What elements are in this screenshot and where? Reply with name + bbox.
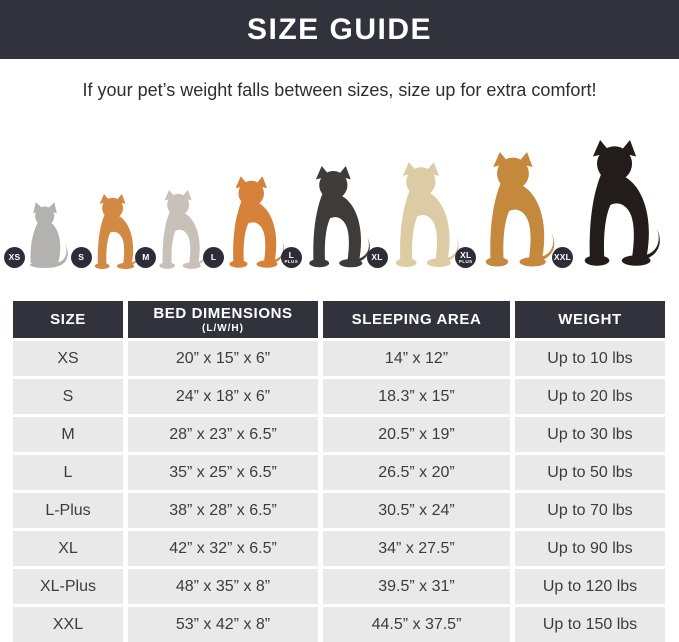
size-badge-xl: XL: [367, 247, 388, 268]
cell-area: 14” x 12”: [323, 341, 510, 376]
size-table: [13, 301, 666, 642]
cell-size: XXL: [13, 607, 123, 642]
cell-size: L-Plus: [13, 493, 123, 528]
column-header-weight: WEIGHT: [515, 301, 665, 338]
cell-weight: Up to 20 lbs: [515, 379, 665, 414]
cell-weight: Up to 50 lbs: [515, 455, 665, 490]
column-header-bed-dimensions: BED DIMENSIONS (L/W/H): [128, 301, 318, 338]
cell-weight: Up to 90 lbs: [515, 531, 665, 566]
animal-labrador: [371, 162, 463, 274]
cell-bed: 48” x 35” x 8”: [128, 569, 318, 604]
page-title: SIZE GUIDE: [246, 12, 433, 46]
animal-golden-retriever: [458, 152, 559, 274]
cell-size: XS: [13, 341, 123, 376]
header-bar: [0, 0, 679, 59]
animal-cat: [8, 198, 78, 274]
cell-bed: 38” x 28” x 6.5”: [128, 493, 318, 528]
size-badge-m: M: [135, 247, 156, 268]
cell-size: S: [13, 379, 123, 414]
cell-area: 44.5” x 37.5”: [323, 607, 510, 642]
cell-weight: Up to 70 lbs: [515, 493, 665, 528]
cell-weight: Up to 10 lbs: [515, 341, 665, 376]
shiba-inu-illustration: [213, 176, 288, 274]
doberman-illustration: [562, 140, 665, 274]
cell-area: 39.5” x 31”: [323, 569, 510, 604]
cell-weight: Up to 30 lbs: [515, 417, 665, 452]
animal-border-collie: [284, 166, 374, 274]
cell-size: XL-Plus: [13, 569, 123, 604]
cell-area: 34” x 27.5”: [323, 531, 510, 566]
subtitle-text: If your pet’s weight falls between sizes, size up for extra comfort!: [82, 80, 597, 100]
cell-bed: 53” x 42” x 8”: [128, 607, 318, 642]
cell-area: 18.3” x 15”: [323, 379, 510, 414]
size-badge-l-plus: L PLUS: [281, 247, 302, 268]
golden-retriever-illustration: [465, 152, 559, 274]
pet-size-lineup: [8, 108, 665, 274]
border-collie-illustration: [291, 166, 374, 274]
cell-area: 26.5” x 20”: [323, 455, 510, 490]
column-header-size: SIZE: [13, 301, 123, 338]
animal-pomeranian: [78, 194, 143, 274]
column-header-sleeping-area: SLEEPING AREA: [323, 301, 510, 338]
cell-bed: 35” x 25” x 6.5”: [128, 455, 318, 490]
labrador-illustration: [377, 162, 463, 274]
cell-bed: 28” x 23” x 6.5”: [128, 417, 318, 452]
animal-doberman: [553, 140, 665, 274]
size-badge-xxl: XXL: [552, 247, 573, 268]
cell-size: M: [13, 417, 123, 452]
cell-size: L: [13, 455, 123, 490]
cell-weight: Up to 150 lbs: [515, 607, 665, 642]
size-badge-l: L: [203, 247, 224, 268]
size-badge-xs: XS: [4, 247, 25, 268]
cell-weight: Up to 120 lbs: [515, 569, 665, 604]
cell-area: 20.5” x 19”: [323, 417, 510, 452]
cell-area: 30.5” x 24”: [323, 493, 510, 528]
animal-french-bulldog: [142, 190, 210, 274]
cell-bed: 20” x 15” x 6”: [128, 341, 318, 376]
cell-bed: 24” x 18” x 6”: [128, 379, 318, 414]
cell-size: XL: [13, 531, 123, 566]
size-badge-xl-plus: XL PLUS: [455, 247, 476, 268]
animal-shiba-inu: [210, 176, 288, 274]
size-badge-s: S: [71, 247, 92, 268]
cell-bed: 42” x 32” x 6.5”: [128, 531, 318, 566]
